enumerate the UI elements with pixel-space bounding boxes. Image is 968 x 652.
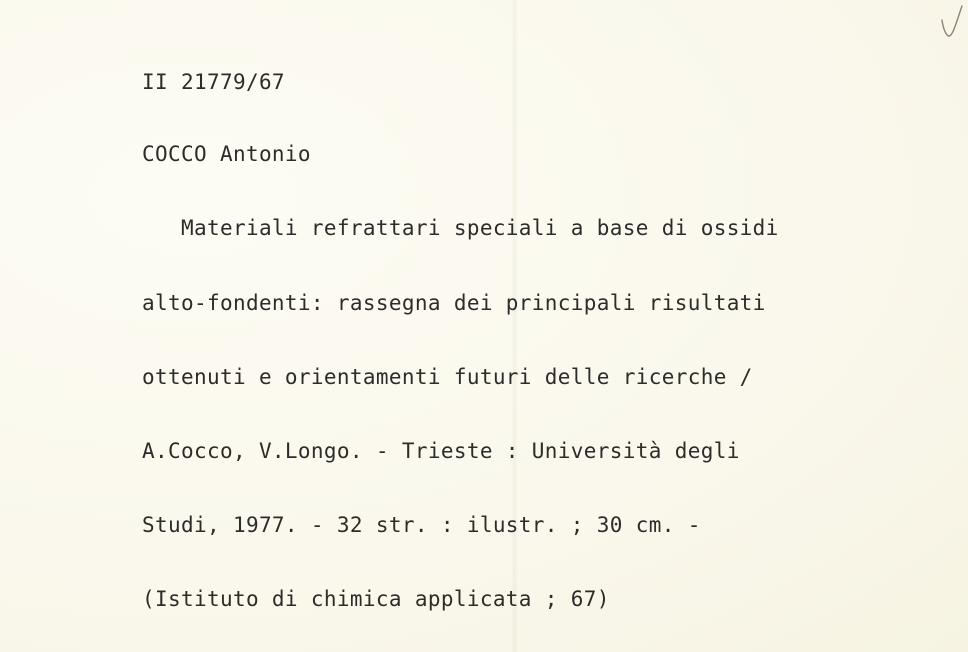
description-line: Studi, 1977. - 32 str. : ilustr. ; 30 cm. - [142, 512, 701, 537]
description-line: ottenuti e orientamenti futuri delle ricerche / [142, 364, 753, 389]
description-line: Materiali refrattari speciali a base di ossidi [142, 216, 779, 241]
description-line: (Istituto di chimica applicata ; 67) [142, 586, 610, 611]
description-line: alto-fondenti: rassegna dei principali risultati [142, 290, 766, 315]
pencil-check-mark-icon [936, 0, 964, 44]
author-heading: COCCO Antonio [142, 142, 311, 166]
description-line: A.Cocco, V.Longo. - Trieste : Università degli [142, 438, 740, 463]
bibliographic-description [142, 167, 779, 652]
call-number: II 21779/67 [142, 70, 285, 94]
